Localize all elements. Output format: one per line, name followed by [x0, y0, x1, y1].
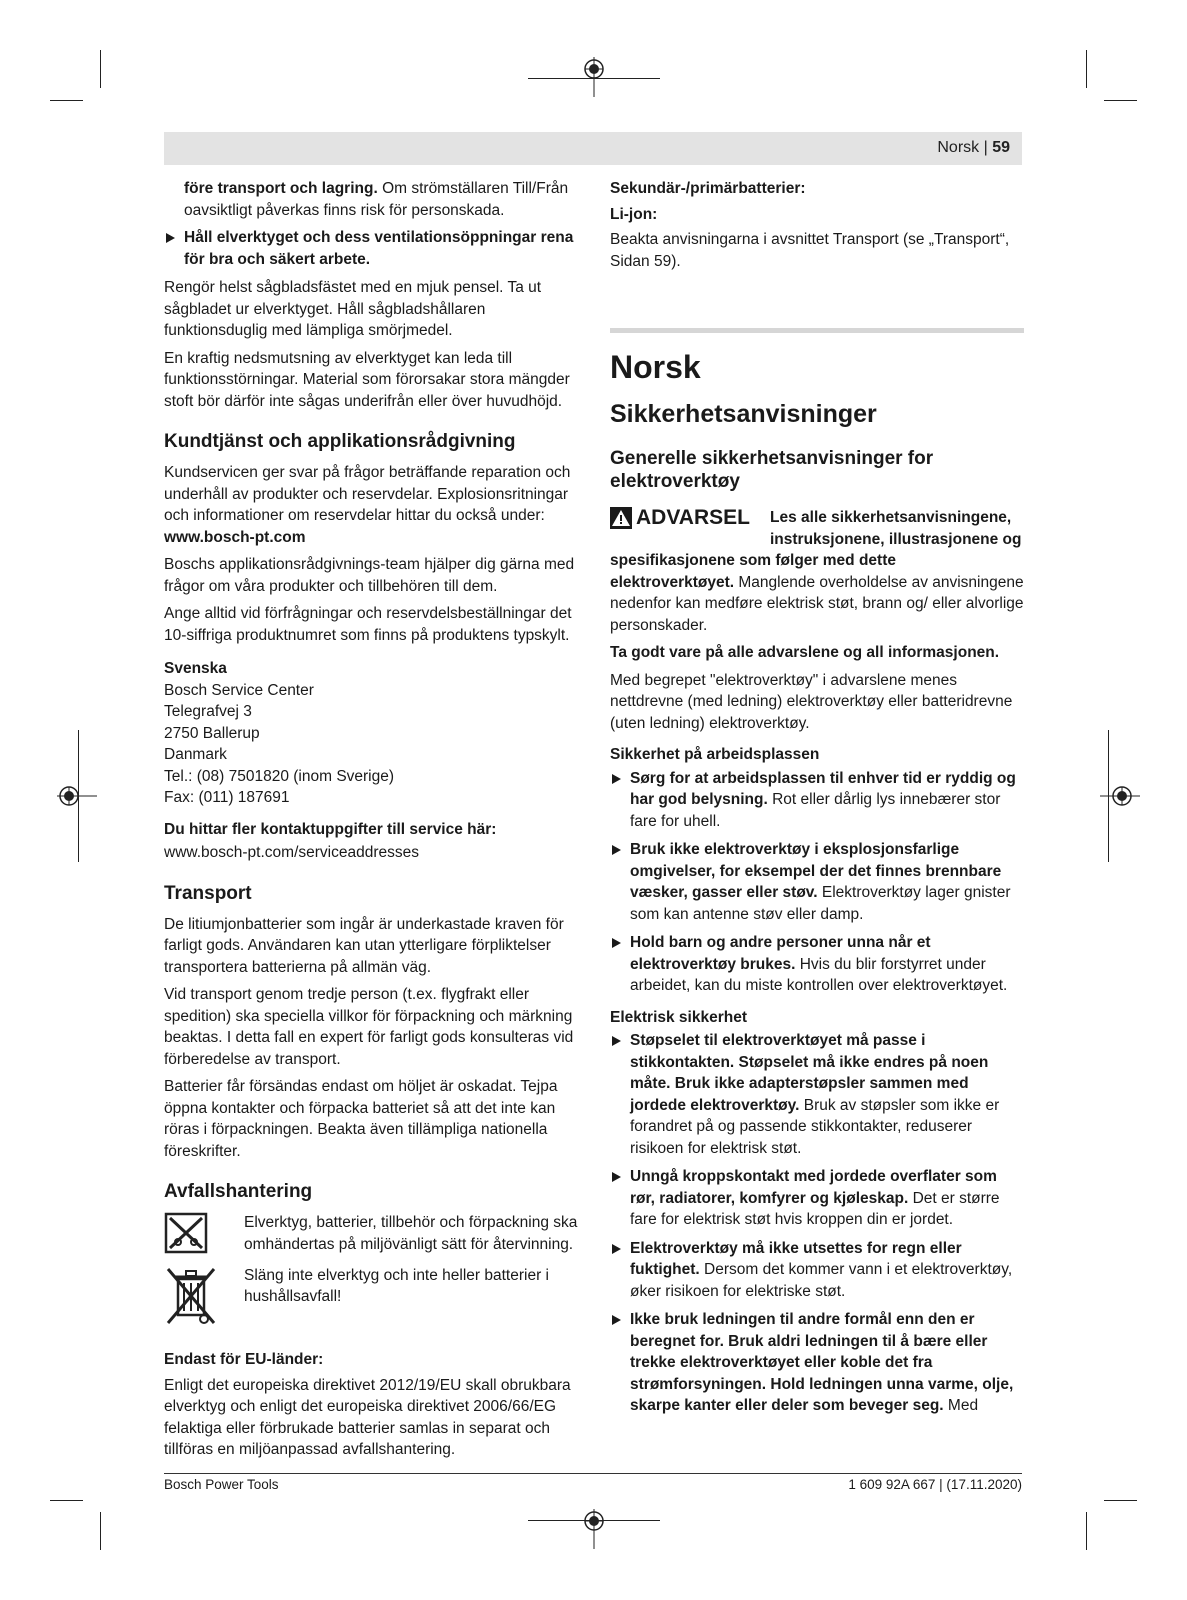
right-column: [610, 178, 1024, 1424]
left-column: [164, 178, 578, 1467]
bullet-item: [610, 1166, 1024, 1231]
crop-mark: [50, 100, 83, 101]
address-line: Telegrafvej 3: [164, 703, 252, 720]
registration-mark-icon: [582, 57, 606, 97]
bullet-item: [610, 1238, 1024, 1303]
section-heading: Avfallshantering: [164, 1181, 313, 1202]
paragraph: De litiumjonbatterier som ingår är underkastade kraven för farligt gods. Användaren kan utan ytterligare förpliktelser transportera batterierna på allmän väg.: [164, 915, 564, 976]
bold-text: Ikke bruk ledningen til andre formål enn den er beregnet for. Bruk aldri ledningen til å bære eller trekke elektroverktøyet eller koble det fra strømforsyningen. Hold ledningen unna varme, olje, skarpe kanter eller deler som beveger seg.: [630, 1311, 1014, 1414]
crop-mark: [1104, 100, 1137, 101]
waste-text: Elverktyg, batterier, tillbehör och förpackning ska omhändertas på miljövänligt sätt för återvinning.: [244, 1214, 578, 1253]
section-divider: [610, 328, 1024, 333]
address-line: 2750 Ballerup: [164, 724, 260, 742]
paragraph: Batterier får försändas endast om höljet är oskadat. Tejpa öppna kontakter och förpacka batteriet så att det inte kan röras i förpackningen. Beakta även tillämpliga nationella föreskrifter.: [164, 1078, 558, 1160]
section-heading: Transport: [164, 882, 252, 904]
address-line: Tel.: (08) 7501820 (inom Sverige): [164, 767, 395, 785]
bullet-item: [610, 839, 1024, 925]
paragraph: Enligt det europeiska direktivet 2012/19/EU skall obrukbara elverktyg och enligt det europeiska direktivet 2006/66/EG felaktiga eller förbrukade batterier samlas in separat och tillföras en miljöanpassad avfallshantering.: [164, 1376, 571, 1458]
battery-heading: Sekundär-/primärbatterier:: [610, 180, 806, 197]
waste-row: [164, 1212, 578, 1261]
contacts-heading: Du hittar fler kontaktuppgifter till service här:: [164, 820, 497, 838]
footer-brand: Bosch Power Tools: [164, 1477, 279, 1492]
address-block: [164, 680, 578, 809]
link-url[interactable]: www.bosch-pt.com/serviceaddresses: [164, 844, 419, 861]
country-heading: Svenska: [164, 660, 227, 677]
link-url[interactable]: www.bosch-pt.com: [164, 528, 306, 546]
bold-text: spesifikasjonene som følger med dette elektroverktøyet.: [610, 552, 896, 591]
address-line: Danmark: [164, 746, 227, 763]
bold-text: Bruk ikke elektroverktøy i eksplosjonsfarlige omgivelser, for eksempel der det finnes brennbare væsker, gasser eller støv.: [630, 841, 1002, 901]
text: Elektroverktøy lager gnister som kan antenne støv eller damp.: [630, 884, 1011, 923]
text: Rot eller dårlig lys innebærer stor fare for uhell.: [630, 791, 1001, 830]
paragraph: Rengör helst sågbladsfästet med en mjuk pensel. Ta ut sågbladet ur elverktyget. Håll sågbladshållaren funktionsduglig med lämpliga smörjmedel.: [164, 279, 542, 339]
bullet-item: [610, 768, 1024, 833]
warning-block: [610, 507, 1024, 550]
waste-row: [164, 1265, 578, 1336]
header-separator: |: [979, 139, 993, 156]
crossed-bin-icon: [164, 1265, 244, 1336]
text: Om strömställaren Till/Från oavsiktligt påverkas finns risk för personskada.: [184, 180, 569, 219]
crop-mark: [100, 50, 101, 88]
bullet-item: [610, 1309, 1024, 1417]
liion-heading: Li-jon:: [610, 205, 658, 223]
bold-text: Støpselet til elektroverktøyet må passe i stikkontakten. Støpselet må ikke endres på noen måte. Bruk ikke adapterstøpsler sammen med jordede elektroverktøy.: [630, 1032, 989, 1114]
crop-mark: [1086, 50, 1087, 88]
waste-text: Släng inte elverktyg och inte heller batterier i hushållsavfall!: [244, 1266, 549, 1305]
text: Hvis du blir forstyrret under arbeidet, kan du miste kontrollen over elektroverktøyet.: [630, 955, 1008, 994]
paragraph: Boschs applikationsrådgivnings-team hjälper dig gärna med frågor om våra produkter och tillbehören till dem.: [164, 556, 575, 595]
warning-lead: Les alle sikkerhetsanvisningene, instruksjonene, illustrasjonene og: [770, 509, 1022, 548]
warning-label: [610, 505, 770, 531]
text: Manglende overholdelse av anvisningene nedenfor kan medføre elektrisk støt, brann og/ eller alvorlige personskader.: [610, 573, 1024, 634]
crop-mark: [100, 1512, 101, 1550]
bold-text: Hold barn og andre personer unna når et elektroverktøy brukes.: [630, 934, 931, 973]
paragraph: Med begrepet "elektroverktøy" i advarslene menes nettdrevne (med ledning) elektroverktøy eller batteridrevne (uten ledning) elektroverktøy.: [610, 671, 1013, 732]
paragraph: Kundservicen ger svar på frågor beträffande reparation och underhåll av produkter och reservdelar. Explosionsritningar och informationer om reservdelar hittar du också under:: [164, 464, 571, 524]
paragraph: Vid transport genom tredje person (t.ex. flygfrakt eller spedition) ska speciella villkor för förpackning och märkning beaktas. I detta fall en expert för farligt gods konsulteras vid förberedelse av transport.: [164, 986, 574, 1068]
paragraph: En kraftig nedsmutsning av elverktyget kan leda till funktionsstörningar. Material som förorsakar stora mängder stoft bör därför inte sågas underifrån eller över huvudhöjd.: [164, 349, 570, 410]
bold-text: Elektroverktøy må ikke utsettes for regn eller fuktighet.: [630, 1239, 962, 1278]
warning-triangle-icon: [610, 507, 632, 529]
subchapter-heading: Generelle sikkerhetsanvisninger for elektroverktøy: [610, 448, 934, 492]
language-title: Norsk: [610, 349, 701, 385]
registration-mark-icon: [1100, 784, 1140, 808]
footer-rule: [164, 1473, 1022, 1474]
header-section: Norsk: [937, 139, 980, 156]
paragraph: Beakta anvisningarna i avsnittet Transport (se „Transport“, Sidan 59).: [610, 231, 1010, 270]
bold-text: före transport och lagring.: [184, 180, 378, 197]
address-line: Fax: (011) 187691: [164, 789, 290, 806]
eu-heading: Endast för EU-länder:: [164, 1351, 324, 1368]
text: Det er større fare for elektrisk støt hvis kroppen din er jordet.: [630, 1189, 1000, 1228]
page-number: 59: [992, 139, 1010, 156]
paragraph: Ange alltid vid förfrågningar och reservdelsbeställningar det 10-siffriga produktnumret som finns på produktens typskylt.: [164, 605, 572, 644]
header-label: [937, 139, 1010, 157]
text: Med: [943, 1397, 979, 1414]
text: Bruk av støpsler som ikke er forandret på og passende stikkontakter, reduserer risikoen for elektrisk støt.: [630, 1096, 1000, 1157]
text: Dersom det kommer vann i et elektroverktøy, øker risikoen for elektriske støt.: [630, 1261, 1013, 1300]
address-line: Bosch Service Center: [164, 681, 314, 699]
paragraph: [610, 550, 1024, 636]
section-heading: Kundtjänst och applikationsrådgivning: [164, 431, 516, 452]
bold-text: Sørg for at arbeidsplassen til enhver tid er ryddig og har god belysning.: [630, 769, 1016, 808]
keep-info: Ta godt vare på alle advarslene og all informasjonen.: [610, 644, 1000, 661]
subsection-heading: Sikkerhet på arbeidsplassen: [610, 746, 820, 763]
crop-mark: [1104, 1500, 1137, 1501]
registration-mark-icon: [57, 784, 97, 808]
bullet-item: Håll elverktyget och dess ventilationsöppningar rena för bra och säkert arbete.: [164, 227, 578, 270]
subsection-heading: Elektrisk sikkerhet: [610, 1008, 748, 1026]
registration-mark-icon: [582, 1509, 606, 1549]
footer-doc-number: 1 609 92A 667 | (17.11.2020): [848, 1477, 1022, 1492]
bullet-item: [610, 932, 1024, 997]
warning-word: ADVARSEL: [636, 506, 750, 529]
recycle-symbol-icon: [164, 1212, 244, 1261]
paragraph: [164, 178, 578, 221]
bold-text: Unngå kroppskontakt med jordede overflater som rør, radiatorer, komfyrer og kjøleskap.: [630, 1168, 997, 1207]
page-header: [164, 132, 1022, 165]
crop-mark: [50, 1500, 83, 1501]
bullet-item: [610, 1030, 1024, 1159]
crop-mark: [1086, 1512, 1087, 1550]
chapter-heading: Sikkerhetsanvisninger: [610, 400, 877, 428]
